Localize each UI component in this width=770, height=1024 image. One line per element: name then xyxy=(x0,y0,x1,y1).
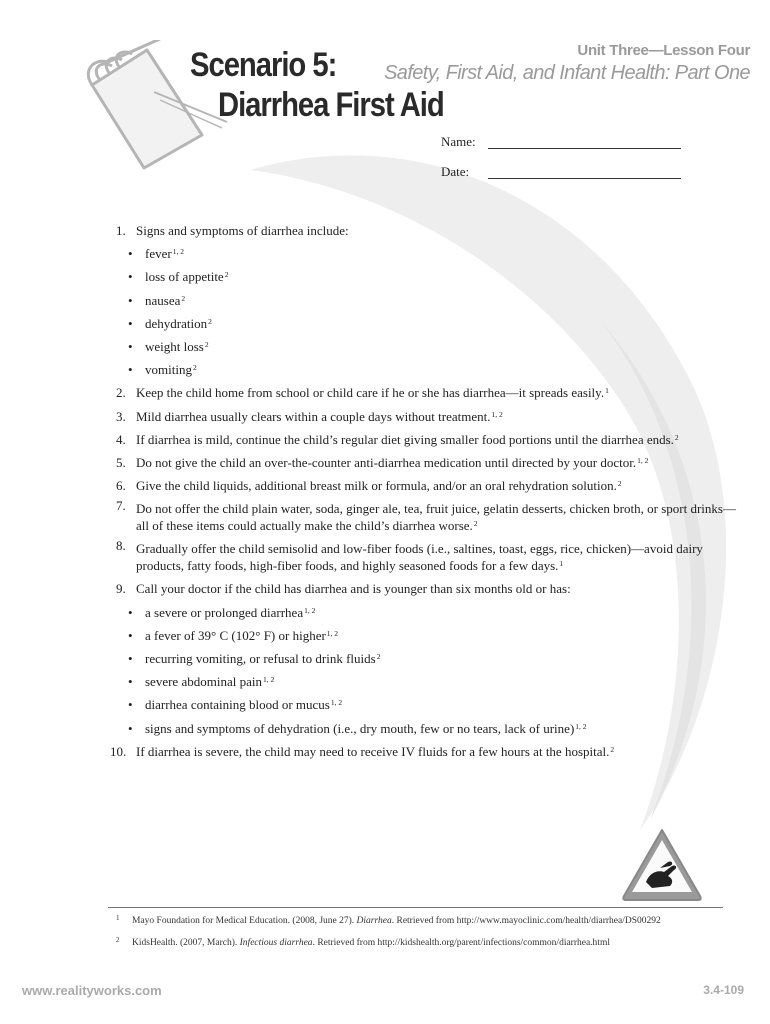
bullet-list xyxy=(116,242,736,381)
bullet-text: vomiting xyxy=(145,362,192,378)
list-item-number: 1. xyxy=(116,223,126,238)
bullet-text: fever xyxy=(145,246,172,262)
list-item-text: Do not give the child an over-the-counter anti-diarrhea medication until directed by your doctor. xyxy=(136,455,637,471)
list-item-number: 6. xyxy=(116,478,126,494)
bullet-text: weight loss xyxy=(145,339,204,355)
page-number: 3.4-109 xyxy=(703,983,744,997)
bullet-text: severe abdominal pain xyxy=(145,674,262,690)
page-title-line2: Diarrhea First Aid xyxy=(218,86,444,124)
list-item-text: If diarrhea is mild, continue the child’s regular diet giving smaller food portions until the diarrhea ends. xyxy=(136,431,674,447)
citation-marker: 2 xyxy=(473,519,478,529)
list-item-text: If diarrhea is severe, the child may need to receive IV fluids for a few hours at the hospital. xyxy=(136,743,610,759)
footnote-number: 2 xyxy=(116,936,120,944)
citation-marker: 2 xyxy=(192,363,197,373)
bullet-text: a fever of 39° C (102° F) or higher xyxy=(145,627,326,643)
bullet-item xyxy=(116,670,736,693)
bullet-text: nausea xyxy=(145,292,181,308)
bullet-item xyxy=(116,358,736,381)
footer-url: www.realityworks.com xyxy=(22,983,162,998)
citation-marker: 2 xyxy=(204,340,209,350)
footnote-text: . Retrieved from http://www.mayoclinic.com/health/diarrhea/DS00292 xyxy=(391,916,661,926)
list-item-number: 7. xyxy=(116,498,126,514)
bullet-text: dehydration xyxy=(145,315,208,331)
list-item-number: 5. xyxy=(116,455,126,471)
bullet-list xyxy=(116,601,736,740)
footnote-text: . Retrieved from http://kidshealth.org/parent/infections/common/diarrhea.html xyxy=(312,938,610,948)
bullet-item xyxy=(116,312,736,335)
bullet-item xyxy=(116,624,736,647)
name-label: Name: xyxy=(441,134,476,149)
footnotes xyxy=(116,916,726,960)
list-item xyxy=(116,497,736,537)
footnote xyxy=(116,938,726,948)
citation-marker: 2 xyxy=(610,744,615,754)
citation-marker: 2 xyxy=(181,293,186,303)
citation-marker: 2 xyxy=(674,432,679,442)
date-field[interactable] xyxy=(488,178,681,179)
list-item-text: Call your doctor if the child has diarrhea and is younger than six months old or has: xyxy=(136,581,571,597)
list-item-number: 9. xyxy=(116,581,126,597)
citation-marker: 2 xyxy=(224,270,229,280)
bullet-item xyxy=(116,265,736,288)
footnote-title: Infectious diarrhea xyxy=(239,938,313,948)
citation-marker: 2 xyxy=(617,479,622,489)
bullet-text: recurring vomiting, or refusal to drink fluids xyxy=(145,651,376,667)
list-item-number: 2. xyxy=(116,385,126,401)
bullet-item xyxy=(116,289,736,312)
bullet-item xyxy=(116,693,736,716)
list-item-text: Keep the child home from school or child care if he or she has diarrhea—it spreads easily. xyxy=(136,385,605,401)
hands-warning-icon xyxy=(620,826,704,902)
bullet-text: diarrhea containing blood or mucus xyxy=(145,697,330,713)
bullet-item xyxy=(116,717,736,740)
list-item xyxy=(116,451,736,474)
footnote-text: KidsHealth. (2007, March). xyxy=(132,938,240,948)
citation-marker: 1 xyxy=(605,386,609,396)
citation-marker: 1, 2 xyxy=(330,698,343,708)
bullet-text: signs and symptoms of dehydration (i.e., dry mouth, few or no tears, lack of urine) xyxy=(145,720,575,736)
bullet-item xyxy=(116,601,736,624)
list-item-number: 4. xyxy=(116,431,126,447)
list-item xyxy=(116,219,736,242)
footnote-title: Diarrhea xyxy=(356,916,392,926)
list-item-text: Mild diarrhea usually clears within a couple days without treatment. xyxy=(136,408,491,424)
footnote xyxy=(116,916,726,926)
footnote-text: Mayo Foundation for Medical Education. (2008, June 27). xyxy=(132,916,357,926)
citation-marker: 1, 2 xyxy=(491,409,503,419)
list-item xyxy=(116,405,736,428)
list-item-text: Signs and symptoms of diarrhea include: xyxy=(136,223,349,238)
list-item-text: Give the child liquids, additional breast milk or formula, and/or an oral rehydration solution. xyxy=(136,478,617,494)
page-title-line1: Scenario 5: xyxy=(190,46,337,84)
citation-marker: 2 xyxy=(208,316,212,326)
citation-marker: 1, 2 xyxy=(262,675,275,685)
citation-marker: 1, 2 xyxy=(575,721,587,731)
name-field[interactable] xyxy=(488,148,681,149)
bullet-item xyxy=(116,647,736,670)
list-item-text: Gradually offer the child semisolid and low-fiber foods (i.e., saltines, toast, eggs, rice, chicken)—avoid dairy products, fatty foods, high-fiber foods, and highly seasoned foods for a few days. xyxy=(136,541,703,574)
citation-marker: 1, 2 xyxy=(172,247,184,257)
list-item-number: 10. xyxy=(110,743,127,759)
citation-marker: 1 xyxy=(559,559,564,569)
footnote-number: 1 xyxy=(116,914,120,922)
bullet-item xyxy=(116,335,736,358)
list-item xyxy=(110,740,736,763)
date-label: Date: xyxy=(441,164,470,179)
bullet-text: loss of appetite xyxy=(145,269,224,285)
bullet-item xyxy=(116,242,736,265)
citation-marker: 1, 2 xyxy=(326,628,339,638)
unit-lesson-label: Unit Three—Lesson Four xyxy=(577,42,750,59)
lesson-subtitle: Safety, First Aid, and Infant Health: Part One xyxy=(384,62,750,84)
citation-marker: 1, 2 xyxy=(637,456,649,466)
list-item xyxy=(116,428,736,451)
citation-marker: 2 xyxy=(376,652,381,662)
list-item-number: 8. xyxy=(116,538,126,554)
numbered-list xyxy=(110,219,736,763)
footnote-divider xyxy=(108,907,723,908)
bullet-text: a severe or prolonged diarrhea xyxy=(145,604,304,620)
list-item xyxy=(116,577,736,600)
list-item xyxy=(116,474,736,497)
list-item xyxy=(116,381,736,404)
list-item-number: 3. xyxy=(116,408,126,424)
citation-marker: 1, 2 xyxy=(304,605,316,615)
list-item xyxy=(116,537,736,577)
list-item-text: Do not offer the child plain water, soda, ginger ale, tea, fruit juice, gelatin desserts, chicken broth, or sport drinks—all of these items could actually make the child’s diarrhea worse. xyxy=(136,501,736,534)
